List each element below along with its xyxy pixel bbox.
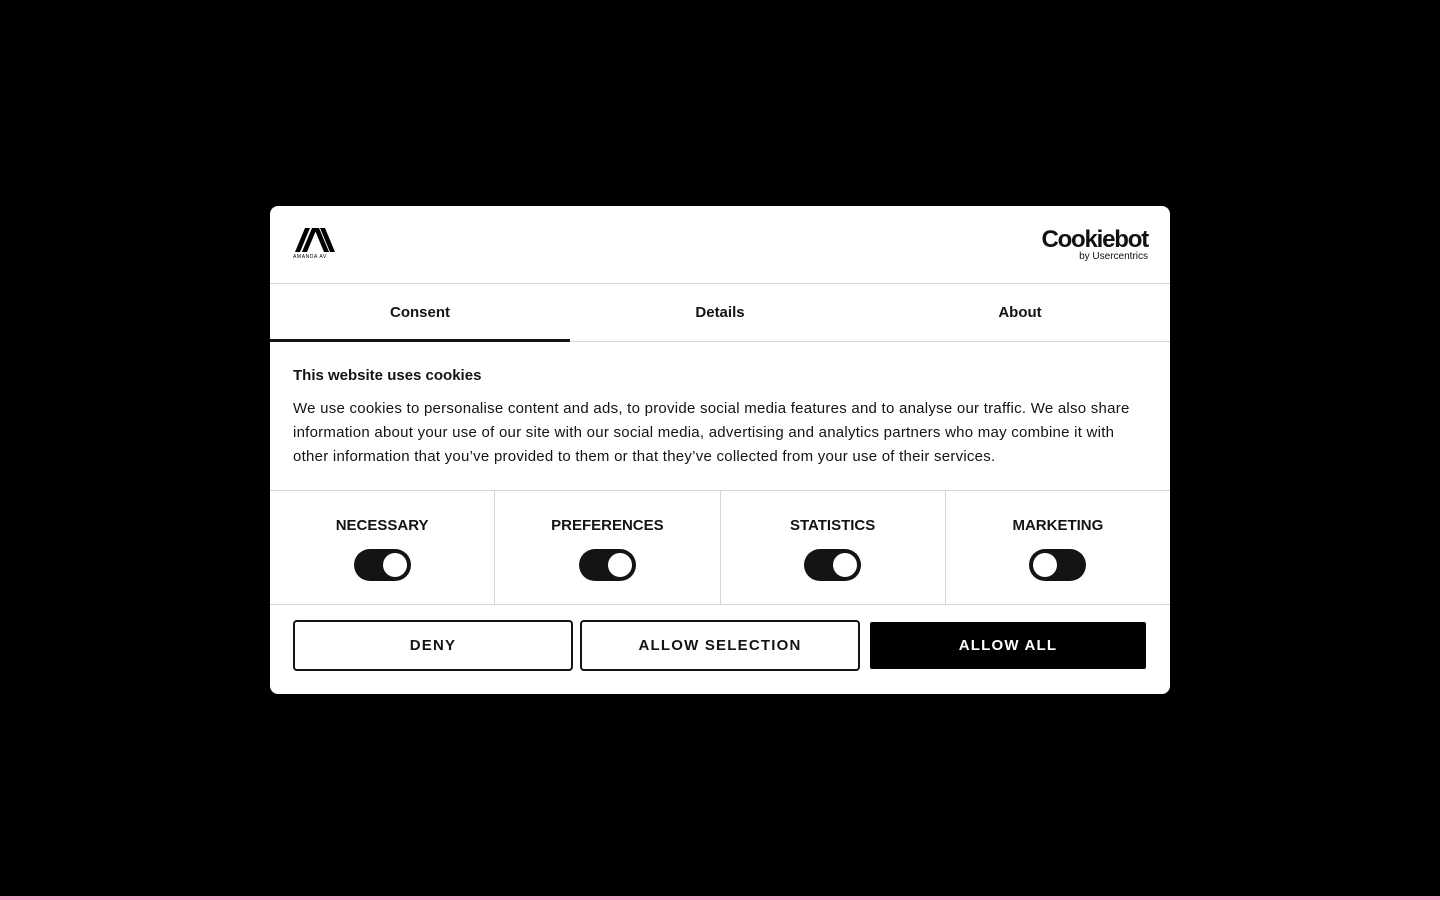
category-marketing — [946, 491, 1170, 604]
consent-description: We use cookies to personalise content and ads, to provide social media features and to analyse our traffic. We also share information about your use of our site with our social media, advertising and analytics partners who may combine it with other information that you’ve provided to them or that they’ve collected from your use of their services. — [293, 400, 1130, 465]
necessary-toggle[interactable] — [354, 549, 411, 581]
category-label: MARKETING — [1012, 517, 1104, 534]
brand-name: AMANDA AV — [293, 254, 327, 260]
toggle-knob — [833, 553, 857, 577]
bottom-accent-strip — [0, 896, 1440, 900]
tab-about[interactable]: About — [998, 304, 1042, 321]
category-necessary — [270, 491, 495, 604]
cookiebot-name: Cookiebot — [1041, 226, 1148, 253]
marketing-toggle[interactable] — [1029, 549, 1086, 581]
category-statistics — [721, 491, 946, 604]
consent-body — [270, 342, 1170, 491]
category-toggles — [270, 491, 1170, 605]
toggle-knob — [383, 553, 407, 577]
toggle-knob — [608, 553, 632, 577]
cookiebot-subtitle: by Usercentrics — [1079, 251, 1148, 262]
allow-all-button[interactable]: ALLOW ALL — [870, 622, 1146, 669]
toggle-knob — [1033, 553, 1057, 577]
tab-bar — [270, 284, 1170, 342]
action-bar — [270, 605, 1170, 671]
consent-title: This website uses cookies — [293, 367, 482, 384]
category-label: NECESSARY — [335, 517, 429, 534]
amanda-av-logo-icon — [293, 228, 335, 262]
deny-button[interactable]: DENY — [293, 620, 573, 671]
statistics-toggle[interactable] — [804, 549, 861, 581]
tab-consent[interactable]: Consent — [270, 284, 570, 341]
cookiebot-logo[interactable] — [1038, 228, 1148, 262]
cookie-consent-dialog — [270, 206, 1170, 694]
category-preferences — [495, 491, 720, 604]
category-label: PREFERENCES — [551, 517, 664, 534]
allow-selection-button[interactable]: ALLOW SELECTION — [580, 620, 860, 671]
dialog-header — [270, 206, 1170, 284]
category-label: STATISTICS — [789, 517, 876, 534]
preferences-toggle[interactable] — [579, 549, 636, 581]
tab-details[interactable]: Details — [695, 304, 745, 321]
